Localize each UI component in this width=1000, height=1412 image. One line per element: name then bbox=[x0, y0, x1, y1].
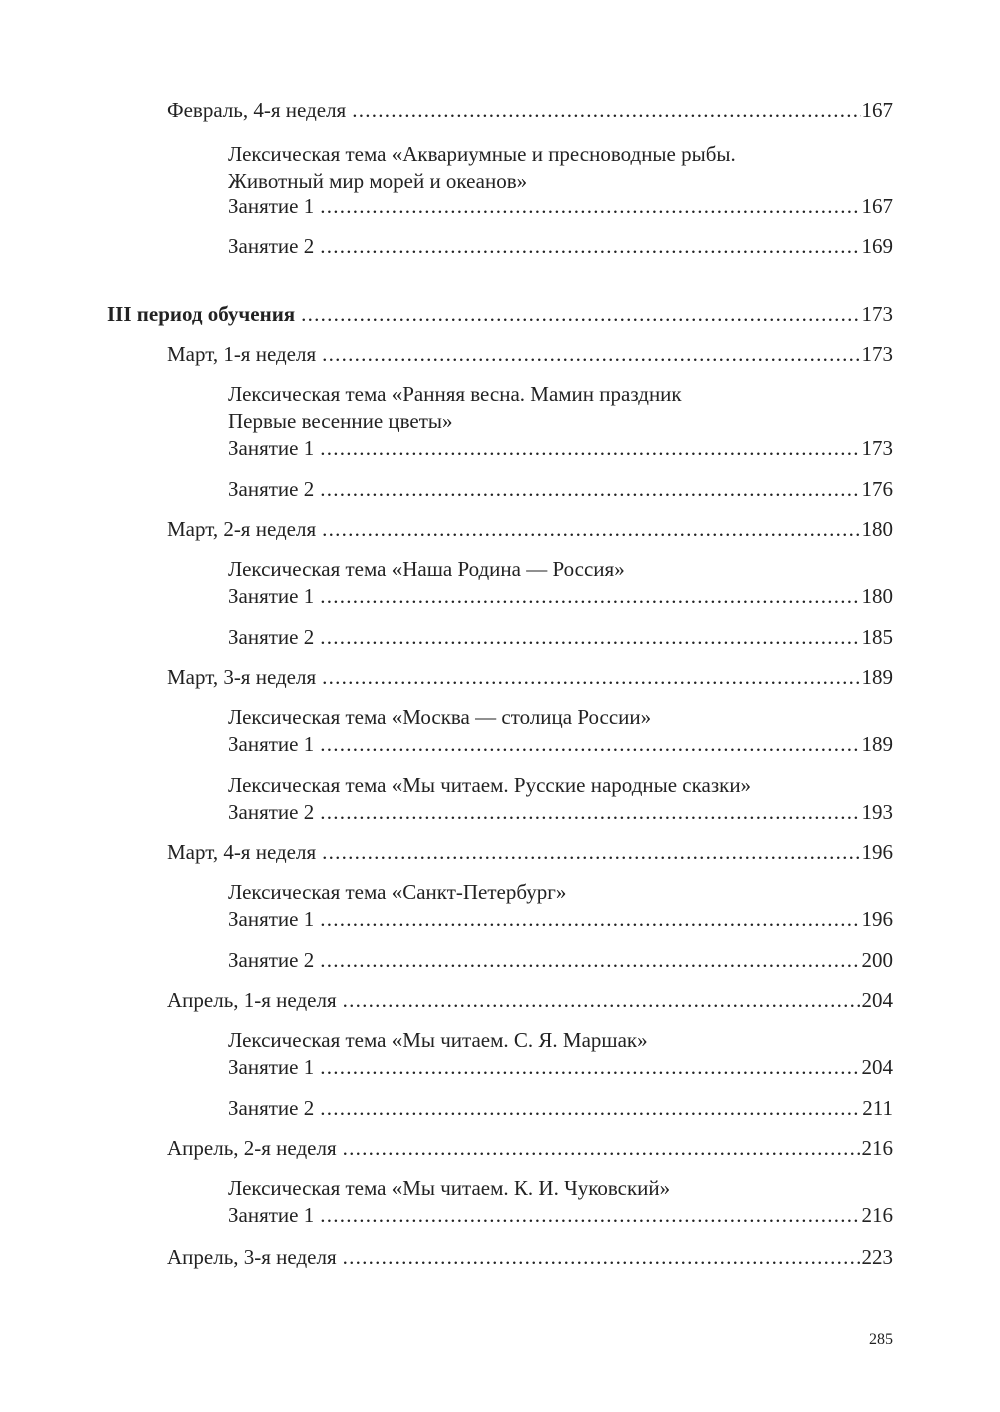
toc-entry-page: 216 bbox=[861, 1203, 893, 1227]
toc-entry-page: 169 bbox=[861, 234, 893, 258]
toc-entry-page: 173 bbox=[861, 302, 893, 326]
toc-entry-lesson bbox=[228, 947, 893, 974]
toc-entry-label: Занятие 2 bbox=[228, 948, 315, 972]
toc-theme-line: Лексическая тема «Санкт-Петербург» bbox=[228, 880, 567, 904]
toc-entry-label: Апрель, 3-я неделя bbox=[167, 1245, 337, 1269]
dot-leader bbox=[320, 799, 860, 826]
toc-entry-label: Март, 3-я неделя bbox=[167, 665, 317, 689]
toc-entry-label: Занятие 1 bbox=[228, 584, 315, 608]
dot-leader bbox=[320, 731, 860, 758]
toc-theme-line: Лексическая тема «Аквариумные и пресноводные рыбы. bbox=[228, 142, 736, 166]
toc-entry-page: 223 bbox=[861, 1245, 893, 1269]
toc-entry-page: 204 bbox=[861, 1055, 893, 1079]
toc-entry-lesson bbox=[228, 193, 893, 220]
toc-theme-line: Лексическая тема «Ранняя весна. Мамин праздник bbox=[228, 382, 682, 406]
toc-theme-line: Лексическая тема «Мы читаем. К. И. Чуковский» bbox=[228, 1176, 671, 1200]
toc-entry-page: 193 bbox=[861, 800, 893, 824]
toc-entry-lesson bbox=[228, 476, 893, 503]
toc-entry-label: Занятие 2 bbox=[228, 800, 315, 824]
toc-theme-line: Животный мир морей и океанов» bbox=[228, 169, 528, 193]
dot-leader bbox=[343, 1135, 861, 1162]
toc-entry-lesson bbox=[228, 233, 893, 260]
toc-entry-label: Занятие 2 bbox=[228, 477, 315, 501]
toc-entry-page: 204 bbox=[861, 988, 893, 1012]
toc-entry-page: 173 bbox=[861, 342, 893, 366]
toc-entry-week bbox=[167, 341, 893, 368]
toc-entry-lesson bbox=[228, 1095, 893, 1122]
toc-entry-label: Занятие 1 bbox=[228, 732, 315, 756]
dot-leader bbox=[343, 987, 861, 1014]
dot-leader bbox=[322, 839, 860, 866]
toc-entry-label: Занятие 1 bbox=[228, 907, 315, 931]
toc-entry-page: 189 bbox=[861, 665, 893, 689]
toc-entry-label: Март, 4-я неделя bbox=[167, 840, 317, 864]
toc-entry-lesson bbox=[228, 906, 893, 933]
toc-entry-page: 196 bbox=[861, 907, 893, 931]
toc-entry-page: 176 bbox=[861, 477, 893, 501]
dot-leader bbox=[320, 1054, 860, 1081]
toc-entry-label: Занятие 1 bbox=[228, 436, 315, 460]
toc-entry-label: Занятие 1 bbox=[228, 194, 315, 218]
dot-leader bbox=[301, 301, 860, 328]
toc-entry-page: 167 bbox=[861, 98, 893, 122]
toc-entry-page: 167 bbox=[861, 194, 893, 218]
toc-entry-label: Занятие 1 bbox=[228, 1203, 315, 1227]
toc-entry-page: 180 bbox=[861, 584, 893, 608]
toc-entry-period bbox=[107, 301, 893, 328]
toc-entry-page: 189 bbox=[861, 732, 893, 756]
dot-leader bbox=[322, 516, 860, 543]
toc-theme-line: Первые весенние цветы» bbox=[228, 409, 453, 433]
toc-entry-label: Апрель, 2-я неделя bbox=[167, 1136, 337, 1160]
toc-entry-lesson bbox=[228, 1202, 893, 1229]
toc-entry-label: Занятие 2 bbox=[228, 1096, 315, 1120]
dot-leader bbox=[320, 1202, 860, 1229]
toc-entry-label: Февраль, 4-я неделя bbox=[167, 98, 347, 122]
toc-theme-line: Лексическая тема «Мы читаем. С. Я. Маршак» bbox=[228, 1028, 648, 1052]
toc-entry-page: 185 bbox=[861, 625, 893, 649]
toc-entry-week bbox=[167, 839, 893, 866]
toc-entry-label: Занятие 2 bbox=[228, 625, 315, 649]
toc-entry-week bbox=[167, 987, 893, 1014]
toc-theme-line: Лексическая тема «Наша Родина — Россия» bbox=[228, 557, 625, 581]
dot-leader bbox=[320, 947, 860, 974]
toc-entry-lesson bbox=[228, 624, 893, 651]
page-number: 285 bbox=[869, 1331, 893, 1348]
toc-entry-lesson bbox=[228, 799, 893, 826]
toc-entry-label: III период обучения bbox=[107, 302, 296, 326]
toc-entry-week bbox=[167, 97, 893, 124]
toc-theme-line: Лексическая тема «Мы читаем. Русские народные сказки» bbox=[228, 773, 752, 797]
dot-leader bbox=[320, 233, 860, 260]
toc-entry-page: 196 bbox=[861, 840, 893, 864]
dot-leader bbox=[320, 583, 860, 610]
dot-leader bbox=[320, 1095, 861, 1122]
toc-entry-label: Март, 1-я неделя bbox=[167, 342, 317, 366]
toc-entry-label: Март, 2-я неделя bbox=[167, 517, 317, 541]
dot-leader bbox=[352, 97, 860, 124]
toc-entry-label: Занятие 2 bbox=[228, 234, 315, 258]
dot-leader bbox=[320, 624, 860, 651]
toc-entry-lesson bbox=[228, 583, 893, 610]
toc-theme-line: Лексическая тема «Москва — столица России» bbox=[228, 705, 652, 729]
toc-entry-week bbox=[167, 1244, 893, 1271]
dot-leader bbox=[322, 341, 860, 368]
dot-leader bbox=[320, 435, 860, 462]
toc-entry-lesson bbox=[228, 731, 893, 758]
dot-leader bbox=[322, 664, 860, 691]
dot-leader bbox=[320, 193, 860, 220]
dot-leader bbox=[343, 1244, 861, 1271]
toc-entry-week bbox=[167, 516, 893, 543]
toc-entry-lesson bbox=[228, 1054, 893, 1081]
toc-entry-label: Апрель, 1-я неделя bbox=[167, 988, 337, 1012]
toc-entry-week bbox=[167, 664, 893, 691]
dot-leader bbox=[320, 906, 860, 933]
toc-entry-page: 216 bbox=[861, 1136, 893, 1160]
toc-entry-label: Занятие 1 bbox=[228, 1055, 315, 1079]
toc-entry-page: 200 bbox=[861, 948, 893, 972]
dot-leader bbox=[320, 476, 860, 503]
toc-entry-lesson bbox=[228, 435, 893, 462]
toc-entry-page: 173 bbox=[861, 436, 893, 460]
toc-entry-page: 211 bbox=[862, 1096, 893, 1120]
toc-entry-page: 180 bbox=[861, 517, 893, 541]
toc-entry-week bbox=[167, 1135, 893, 1162]
